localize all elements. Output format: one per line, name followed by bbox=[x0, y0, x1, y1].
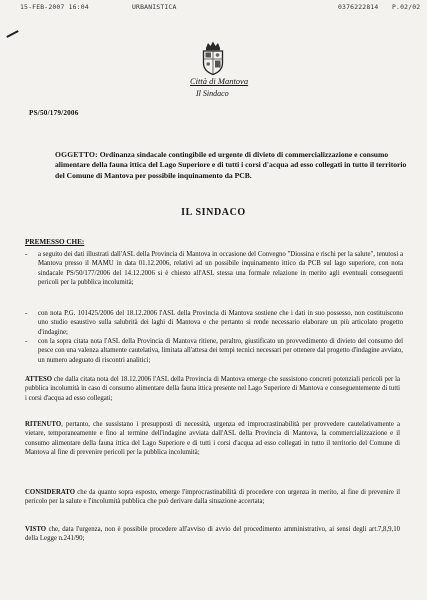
fax-department: URBANISTICA bbox=[132, 3, 177, 11]
paragraph-keyword: RITENUTO bbox=[25, 421, 62, 428]
paragraph-text: che dalla citata nota del 18.12.2006 l'ASL della Provincia di Mantova emerge che sussistono concreti potenziali pericoli per la pubblica incolumità in caso di consumo alimentare della fauna ittica presente nel Lago Superiore di Mantova e conseguentemente di tutti i corsi d'acqua ad esso collegati; bbox=[25, 376, 400, 402]
fax-page-number: P.02/02 bbox=[392, 3, 421, 11]
paragraph-keyword: ATTESO bbox=[25, 376, 53, 383]
paragraph-visto bbox=[25, 525, 400, 544]
subject-text: Ordinanza sindacale contingibile ed urgente di divieto di commercializzazione e consumo alimentare della fauna ittica del Lago Superiore e di tutti i corsi d'acqua ad esso collegati in tutto il territorio del Comune di Mantova per possibile inquinamento da PCB. bbox=[55, 150, 407, 180]
document-heading: IL SINDACO bbox=[181, 207, 246, 218]
bullet-dash: - bbox=[25, 337, 28, 345]
paragraph-text: che, data l'urgenza, non è possibile procedere all'avviso di avvio del procedimento amministrativo, ai sensi degli art.7,8,9,10 della Legge n.241/90; bbox=[25, 526, 400, 543]
letterhead-city: Città di Mantova bbox=[190, 76, 249, 86]
paragraph-atteso bbox=[25, 375, 400, 403]
city-crest-icon bbox=[201, 40, 225, 76]
paragraph-considerato bbox=[25, 488, 400, 507]
list-item-text: con la sopra citata nota l'ASL della Provincia di Mantova ritiene, peraltro, giustificato un provvedimento di divieto del consumo del pesce con una valenza altamente cautelativa, limitata all'attesa dei tempi tecnici necessari per ottenere dal progetto d'indagine avviato, un numero adeguato di riscontri analitici; bbox=[38, 338, 403, 364]
letterhead-title: Il Sindaco bbox=[196, 89, 229, 98]
fax-transmission-header bbox=[20, 3, 419, 13]
paragraph-text: che da quanto sopra esposto, emerge l'improcrastinabilità di procedere con urgenza in merito, al fine di prevenire il pericolo per la salute e l'incolumità pubblica che può derivare dalla situazione accertata; bbox=[25, 489, 400, 506]
bullet-dash: - bbox=[25, 250, 28, 258]
fax-phone-number: 0376222814 bbox=[338, 3, 379, 11]
paragraph-text: , pertanto, che sussistano i presupposti di necessità, urgenza ed improcrastinabilità per provvedere cautelativamente a vietare, temporaneamente e fino al termine dell'indagine avviata dall'ASL della Provincia di Mantova, la commercializzazione e il consumo alimentare della fauna ittica del Lago Superiore e di tutti i corsi d'acqua ad esso collegati in tutto il territorio del Comune di Mantova al fine di prevenire pericoli per la pubblica incolumità; bbox=[25, 421, 400, 457]
subject-label: OGGETTO: bbox=[55, 150, 98, 159]
list-item-text: a seguito dei dati illustrati dall'ASL della Provincia di Mantova in occasione del Convegno "Diossina e rischi per la salute", tenutosi a Mantova presso il MAMU in data 01.12.2006, relativi ad un possibile inquinamento ittico da PCB sul lago superiore, con nota sindacale PS/50/177/2006 del 14.12.2006 si è chiesto all'ASL stessa una formale relazione in merito agli eventuali conseguenti pericoli per la pubblica incolumità; bbox=[38, 251, 403, 286]
list-item-text: con nota P.G. 101425/2006 del 18.12.2006 l'ASL della Provincia di Mantova sostiene che i dati in suo possesso, non costituiscono uno studio esaustivo sulla salubrità dei laghi di Mantova e che pertanto si rende necessario elaborare un più articolato progetto d'indagine; bbox=[38, 310, 403, 336]
paragraph-ritenuto bbox=[25, 420, 400, 458]
premesso-label: PREMESSO CHE: bbox=[25, 238, 85, 246]
subject-block bbox=[55, 150, 407, 181]
paragraph-keyword: VISTO bbox=[25, 526, 47, 533]
fax-date: 15-FEB-2007 16:04 bbox=[20, 3, 89, 11]
protocol-number: PS/50/179/2006 bbox=[29, 109, 79, 117]
bullet-dash: - bbox=[25, 309, 28, 317]
paragraph-keyword: CONSIDERATO bbox=[25, 489, 75, 496]
handwritten-mark bbox=[6, 30, 18, 38]
